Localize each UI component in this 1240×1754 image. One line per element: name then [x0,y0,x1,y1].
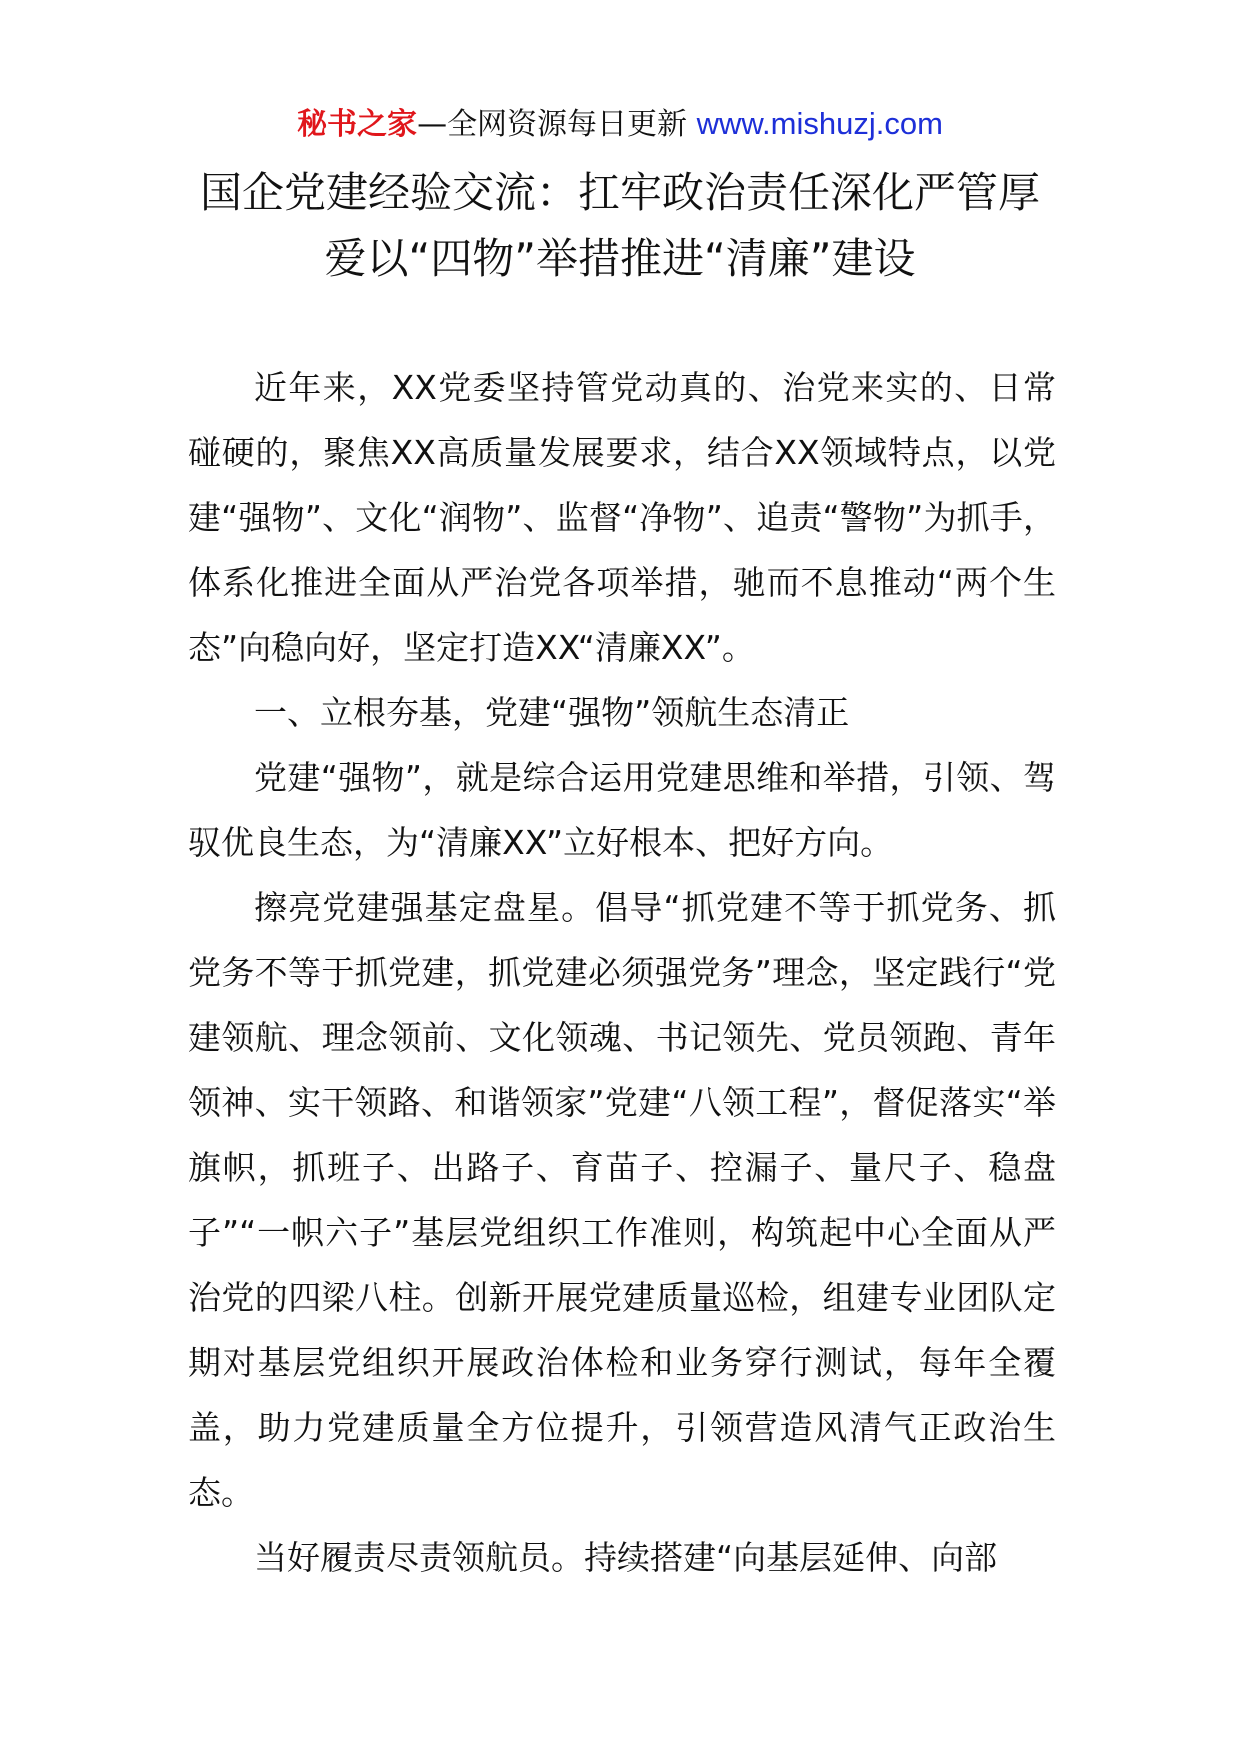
document-body [188,355,1056,1590]
section-heading: 一、立根夯基，党建“强物”领航生态清正 [254,693,850,732]
brand-name: 秘书之家 [297,107,418,142]
intro-paragraph: 近年来，XX党委坚持管党动真的、治党来实的、日常碰硬的，聚焦XX高质量发展要求，结合XX领域特点，以党建“强物”、文化“润物”、监督“净物”、追责“警物”为抓手，体系化推进全面从严治党各项举措，驰而不息推动“两个生态”向稳向好，坚定打造XX“清廉XX”。 [188,368,1056,667]
document-title [150,160,1090,292]
title-line-2: 爱以“四物”举措推进“清廉”建设 [324,234,916,283]
site-banner [0,104,1240,145]
body-paragraph: 党建“强物”，就是综合运用党建思维和举措，引领、驾驭优良生态，为“清廉XX”立好根本、把好方向。 [188,758,1056,862]
body-paragraph: 擦亮党建强基定盘星。倡导“抓党建不等于抓党务、抓党务不等于抓党建，抓党建必须强党务”理念，坚定践行“党建领航、理念领前、文化领魂、书记领先、党员领跑、青年领神、实干领路、和谐领家”党建“八领工程”，督促落实“举旗帜，抓班子、出路子、育苗子、控漏子、量尺子、稳盘子”“一帜六子”基层党组织工作准则，构筑起中心全面从严治党的四梁八柱。创新开展党建质量巡检，组建专业团队定期对基层党组织开展政治体检和业务穿行测试，每年全覆盖，助力党建质量全方位提升，引领营造风清气正政治生态。 [188,888,1056,1512]
body-paragraph: 当好履责尽责领航员。持续搭建“向基层延伸、向部 [254,1538,998,1577]
site-url[interactable]: www.mishuzj.com [696,106,943,141]
banner-tagline: —全网资源每日更新 [417,107,697,142]
title-line-1: 国企党建经验交流：扛牢政治责任深化严管厚 [199,168,1040,217]
